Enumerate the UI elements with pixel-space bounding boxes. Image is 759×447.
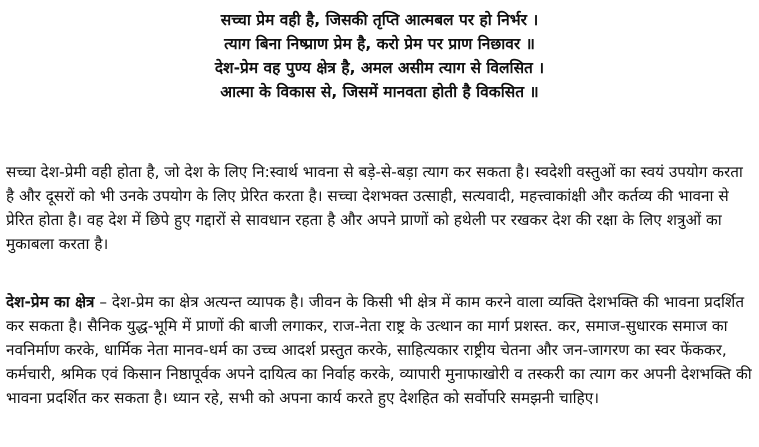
poem-line-1: सच्चा प्रेम वही है, जिसकी तृप्ति आत्मबल पर हो निर्भर । <box>220 11 539 29</box>
section-body-text: – देश-प्रेम का क्षेत्र अत्यन्त व्यापक है। जीवन के किसी भी क्षेत्र में काम करने वाला व्यक्ति देशभक्ति की भावना प्रदर्शित कर सकता है। सैनिक युद्ध-भूमि में प्राणों की बाजी लगाकर, राज-नेता राष्ट्र के उत्थान का मार्ग प्रशस्त. कर, समाज-सुधारक समाज का नवनिर्माण करके, धार्मिक नेता मानव-धर्म का उच्च आदर्श प्रस्तुत करके, साहित्यकार राष्ट्रीय चेतना और जन-जागरण का स्वर फेंककर, कर्मचारी, श्रमिक एवं किसान निष्ठापूर्वक अपने दायित्व का निर्वाह करके, व्यापारी मुनाफाखोरी व तस्करी का त्याग कर अपनी देशभक्ति की भावना प्रदर्शित कर सकता है। ध्यान रहे, सभी को अपना कार्य करते हुए देशहित को सर्वोपरि समझनी चाहिए। <box>6 293 752 407</box>
section-heading: देश-प्रेम का क्षेत्र <box>6 293 95 311</box>
poem-line-4: आत्मा के विकास से, जिसमें मानवता होती है विकसित ॥ <box>220 83 539 101</box>
poem-line-2: त्याग बिना निष्प्राण प्रेम है, करो प्रेम पर प्राण निछावर ॥ <box>224 35 535 53</box>
poem-line-3: देश-प्रेम वह पुण्य क्षेत्र है, अमल असीम त्याग से विलसित । <box>214 59 545 77</box>
poem-stanza <box>0 8 759 104</box>
paragraph-scope-of-patriotism <box>6 290 754 410</box>
paragraph-true-patriot: सच्चा देश-प्रेमी वही होता है, जो देश के लिए नि:स्वार्थ भावना से बड़े-से-बड़ा त्याग कर सकता है। स्वदेशी वस्तुओं का स्वयं उपयोग करता है और दूसरों को भी उनके उपयोग के लिए प्रेरित करता है। सच्चा देशभक्त उत्साही, सत्यवादी, महत्त्वाकांक्षी और कर्तव्य की भावना से प्रेरित होता है। वह देश में छिपे हुए गद्दारों से सावधान रहता है और अपने प्राणों को हथेली पर रखकर देश की रक्षा के लिए शत्रुओं का मुकाबला करता है। <box>6 163 743 253</box>
